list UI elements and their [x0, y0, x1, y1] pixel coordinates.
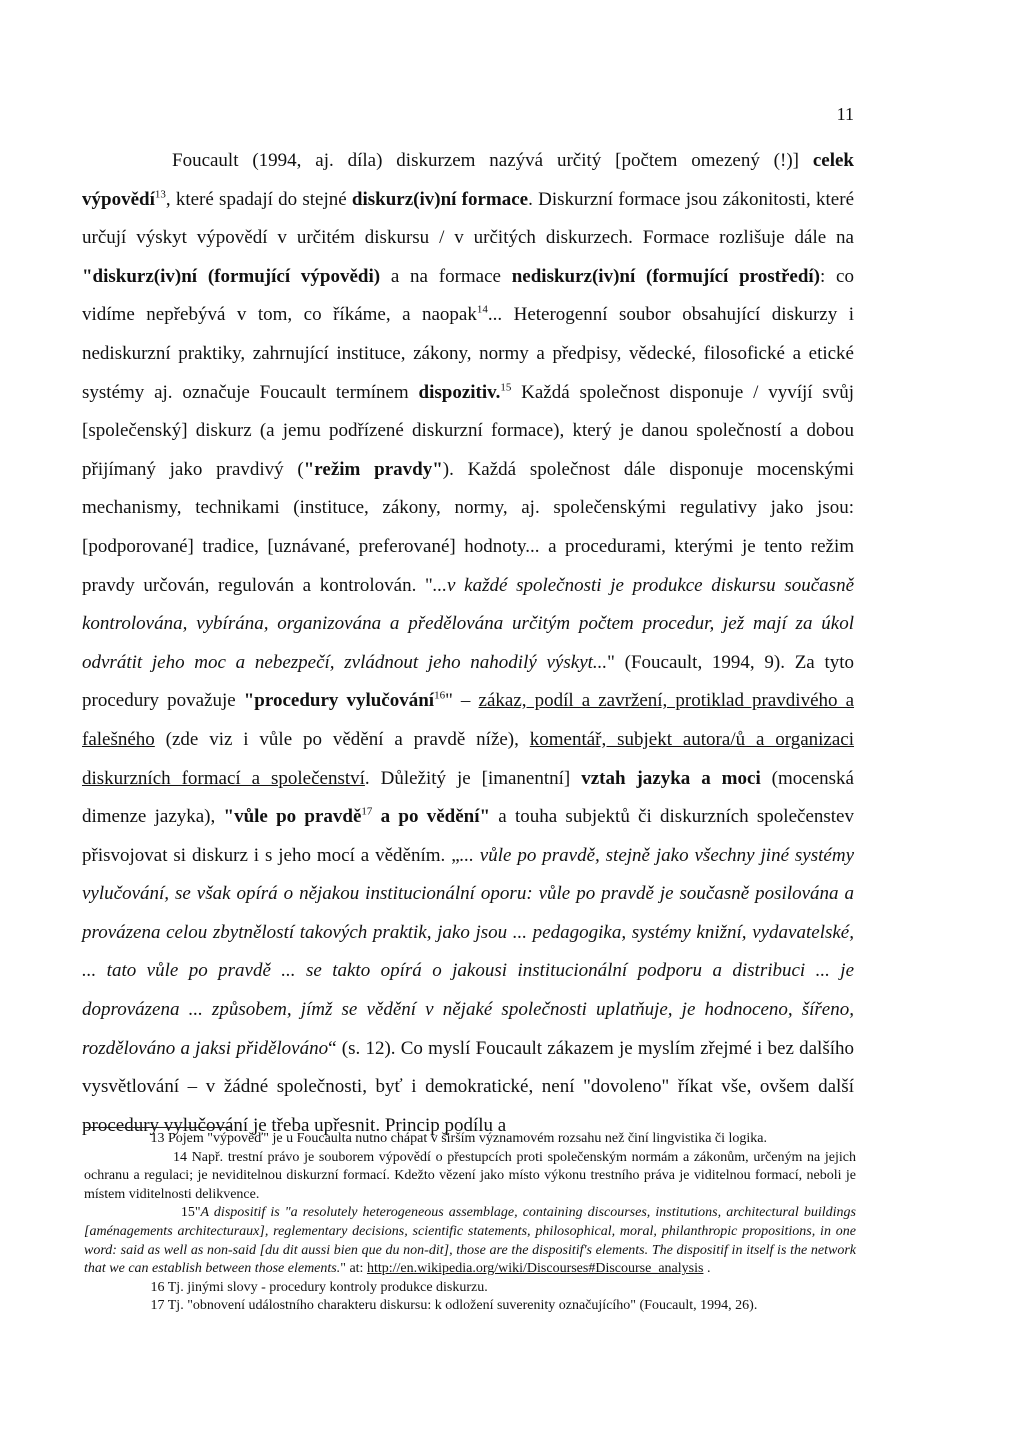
term-po-vedeni: a po vědění": [372, 806, 491, 828]
text-run: " (Foucault, 1994, 9). Za tyto procedury považuje: [82, 651, 855, 712]
footnote-text: 17 Tj. "obnovení událostního charakteru diskursu: k odložení suverenity označujícího" (Foucault, 1994, 26).: [150, 1298, 758, 1314]
term-nediskurzivni: nediskurz(iv)ní (formující prostředí): [511, 265, 820, 287]
footnote-ref-15[interactable]: 15: [500, 381, 512, 394]
footnote-ref-13[interactable]: 13: [154, 188, 166, 201]
text-run: (mocenská dimenze jazyka),: [82, 767, 854, 828]
text-run: ": [445, 690, 453, 712]
footnote-ref-17[interactable]: 17: [361, 805, 373, 818]
term-celek-vypovedi: celek výpovědí: [82, 150, 854, 210]
term-vztah-jazyka-a-moci: vztah jazyka a moci: [581, 767, 761, 789]
text-run: ). Každá společnost dále disponuje mocenskými mechanismy, technikami (instituce, zákony, normy, aj. společenskými regulativy jako jsou: [podporované] tradice, [uznávané, preferované] hodnoty... a procedurami, kterými je tento režim pravdy určován, regulován a kontrolován. ": [82, 458, 854, 596]
term-rezim-pravdy: "režim pravdy": [303, 458, 443, 480]
term-dispozitiv: dispozitiv.: [418, 381, 501, 403]
text-run: Každá společnost disponuje / vyvíjí svůj [společenský] diskurz (a jemu podřízené diskurzní formace), který je danou společností a dobou přijímaný jako pravdivý (: [82, 381, 854, 480]
text-run: (zde viz i vůle po vědění a pravdě níže),: [154, 728, 530, 750]
footnote-text: 14 Např. trestní právo je souborem výpovědí o přestupcích proti společenským normám a zákonům, určeným na jejich ochranu a regulaci; je neviditelnou diskurzní formací. Kdežto vězení jako místo výkonu trestního práva je viditelnou formací, neboli je místem viditelnosti delikvence.: [84, 1149, 857, 1202]
footnote-ref-16[interactable]: 16: [434, 689, 446, 702]
footnote-quote: A dispositif is "a resolutely heterogeneous assemblage, containing discourses, institutions, architectural buildings [aménagements architecturaux], reglementary decisions, scientific statements, philosophical, moral, philanthropic propositions, in one word: said as well as non-said [du dit aussi bien que du non-dit], those are the dispositif's elements. The dispositif in itself is the network that we can establish between those elements.: [84, 1205, 856, 1277]
footnote-text: .: [703, 1261, 711, 1277]
text-run: –: [452, 690, 479, 712]
footnote-15: [84, 1204, 856, 1278]
footnote-text: 15": [180, 1205, 201, 1221]
text-run: ... Heterogenní soubor obsahující diskurzy i nediskurzní praktiky, zahrnující instituce, zákony, normy a předpisy, vědecké, filosofické a etické systémy aj. označuje Foucault termínem: [82, 304, 855, 403]
footnote-13: [84, 1130, 856, 1149]
footnote-link[interactable]: http://en.wikipedia.org/wiki/Discourses#Discourse_analysis: [366, 1261, 704, 1277]
footnote-text: 13 Pojem "výpověď" je u Foucaulta nutno chápat v širším významovém rozsahu než činí lingvistika či logika.: [150, 1131, 768, 1146]
text-run: Foucault (1994, aj. díla) diskurzem nazývá určitý [počtem omezený (!)]: [172, 150, 813, 171]
term-diskurzivni: "diskurz(iv)ní (formující výpovědi): [82, 265, 381, 287]
quotation-italic: ...v každé společnosti je produkce diskursu současně kontrolována, vybírána, organizována a předělována určitým počtem procedur, jež mají za úkol odvrátit jeho moc a nebezpečí, zvládnout jeho nahodilý výskyt...: [82, 574, 855, 673]
underlined-phrase: zákaz, podíl a zavržení, protiklad pravdivého a falešného: [82, 690, 855, 750]
text-run: , které spadají do stejné: [165, 188, 352, 210]
text-run: . Diskurzní formace jsou zákonitosti, které určují výskyt výpovědí v určitém diskursu / v určitých diskurzech. Formace rozlišuje dále na: [82, 188, 854, 249]
underlined-phrase: komentář, subjekt autora/ů a organizaci diskurzních formací a společenství: [82, 728, 855, 789]
page-number: 11: [836, 104, 854, 124]
text-run: : co vidíme nepřebývá v tom, co říkáme, a naopak: [82, 265, 854, 326]
term-diskurzivni-formace: diskurz(iv)ní formace: [351, 188, 529, 210]
footnote-ref-14[interactable]: 14: [476, 304, 488, 317]
footnotes: [84, 1130, 856, 1316]
paragraph: [82, 142, 854, 1145]
quotation-italic: ... vůle po pravdě, stejně jako všechny jiné systémy vylučování, se však opírá o nějakou institucionální oporu: vůle po pravdě je současně posilována a provázena celou zbytnělostí takových praktik, jako jsou ... pedagogika, systémy knižní, vydavatelské, ... tato vůle po pravdě ... se takto opírá o jakousi institucionální podporu a distribuci ... je doprovázena ... způsobem, jímž se vědění v nějaké společnosti uplatňuje, je hodnoceno, šířeno, rozdělováno a jaksi přidělováno: [82, 844, 855, 1059]
footnote-divider: [84, 1127, 232, 1128]
footnote-text: 16 Tj. jinými slovy - procedury kontroly produkce diskurzu.: [150, 1279, 488, 1295]
text-run: “ (s. 12). Co myslí Foucault zákazem je myslím zřejmé i bez dalšího vysvětlování – v žádné společnosti, byť i demokratické, není "dovoleno" říkat vše, ovšem další procedury vylučování je třeba upřesnit. Princip podílu a: [82, 1037, 854, 1136]
text-run: a na formace: [380, 265, 512, 287]
text-run: a touha subjektů či diskurzních společenstev přisvojovat si diskurz i s jeho mocí a věděním. „: [82, 806, 854, 866]
term-procedury-vylucovani: "procedury vylučování: [243, 690, 435, 712]
footnote-17: [84, 1297, 856, 1316]
footnote-16: [84, 1279, 856, 1298]
main-paragraph: [82, 142, 854, 1145]
footnote-14: [84, 1149, 856, 1205]
term-vule-po-pravde: "vůle po pravdě: [223, 806, 362, 828]
text-run: . Důležitý je [imanentní]: [364, 767, 582, 789]
footnote-text: " at:: [340, 1261, 367, 1277]
